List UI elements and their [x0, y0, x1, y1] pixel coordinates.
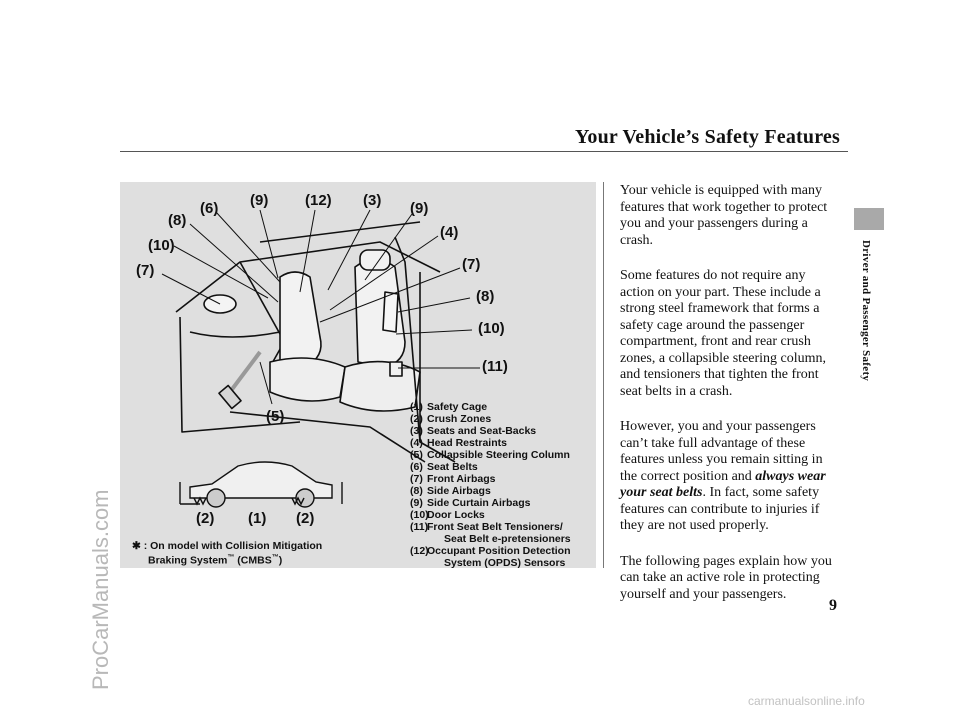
legend-item	[410, 473, 571, 485]
footnote	[132, 540, 322, 567]
legend-number	[410, 557, 444, 569]
callout-6: (6)	[200, 200, 219, 217]
paragraph-2: Some features do not require any action on your part. These include a strong steel framework that forms a safety cage around the passenger compartment, front and rear crush zones, a collapsible steering column, and tensioners that tighten the front seat belts in a crash.	[620, 268, 827, 399]
footnote-line-1: ✱ : On model with Collision Mitigation	[132, 540, 323, 552]
steering-column	[230, 352, 260, 392]
legend-label: System (OPDS) Sensors	[444, 557, 566, 569]
legend-number: (9)	[410, 497, 423, 509]
page-title: Your Vehicle’s Safety Features	[574, 126, 840, 148]
section-tab	[854, 208, 884, 230]
legend-item	[410, 545, 571, 557]
legend-item	[410, 533, 571, 545]
head-restraint	[360, 250, 390, 270]
callout-9-a: (9)	[250, 192, 269, 209]
legend-item	[410, 485, 571, 497]
legend-label: Crush Zones	[427, 413, 492, 425]
legend-item	[410, 521, 571, 533]
legend-number: (1)	[410, 401, 423, 413]
legend-label: Front Airbags	[427, 473, 496, 485]
legend-item	[410, 509, 571, 521]
legend-label: Side Airbags	[427, 485, 491, 497]
callout-1: (1)	[248, 510, 267, 527]
legend-label: Door Locks	[427, 509, 485, 521]
legend-label: Head Restraints	[427, 437, 507, 449]
watermark-carmanualsonline: carmanualsonline.info	[748, 694, 865, 708]
legend-label: Seats and Seat-Backs	[427, 425, 537, 437]
body-text	[620, 183, 840, 622]
paragraph-1: Your vehicle is equipped with many features that work together to protect you and your passengers during a crash.	[620, 183, 828, 248]
callout-7-b: (7)	[462, 256, 481, 273]
legend-number: (6)	[410, 461, 423, 473]
sedan-front-wheel	[207, 489, 225, 507]
seat-belt-tensioner	[390, 362, 402, 376]
paragraph-4: The following pages explain how you can take an active role in protecting yourself and your passengers.	[620, 553, 832, 602]
legend-label: Front Seat Belt Tensioners/	[427, 521, 563, 533]
watermark-procarmanuals: ProCarManuals.com	[88, 489, 113, 690]
legend-number: (4)	[410, 437, 423, 449]
legend-number: (11)	[410, 521, 429, 533]
callout-12: (12)	[305, 192, 332, 209]
legend-item	[410, 557, 571, 569]
callout-10-a: (10)	[148, 237, 175, 254]
legend-number: (7)	[410, 473, 423, 485]
emphasis-seat-belts: always wear your seat belts	[620, 468, 826, 500]
legend-item	[410, 437, 571, 449]
legend-item	[410, 449, 571, 461]
callout-10-b: (10)	[478, 320, 505, 337]
callout-2-a: (2)	[196, 510, 215, 527]
legend-item	[410, 497, 571, 509]
legend-number	[410, 533, 444, 545]
column-divider	[603, 182, 604, 568]
legend-item	[410, 401, 571, 413]
legend-label: Safety Cage	[427, 401, 488, 413]
legend-label: Seat Belts	[427, 461, 478, 473]
legend-number: (2)	[410, 413, 423, 425]
legend-item	[410, 461, 571, 473]
title-rule	[120, 151, 848, 152]
driver-seat	[280, 272, 321, 367]
legend-item	[410, 425, 571, 437]
legend-number: (10)	[410, 509, 429, 521]
callout-11: (11)	[482, 358, 508, 375]
legend-label: Collapsible Steering Column	[427, 449, 570, 461]
callout-8-a: (8)	[168, 212, 187, 229]
legend-number: (3)	[410, 425, 423, 437]
callout-8-b: (8)	[476, 288, 495, 305]
page-number: 9	[829, 597, 837, 614]
callout-9-b: (9)	[410, 200, 429, 217]
legend-item	[410, 413, 571, 425]
figure-legend	[410, 401, 571, 569]
legend-label: Side Curtain Airbags	[427, 497, 531, 509]
legend-number: (8)	[410, 485, 423, 497]
callout-4: (4)	[440, 224, 459, 241]
section-label: Driver and Passenger Safety	[860, 240, 872, 382]
callout-7-a: (7)	[136, 262, 155, 279]
legend-number: (5)	[410, 449, 423, 461]
side-airbag	[383, 292, 398, 332]
callout-5: (5)	[266, 408, 285, 425]
floor	[230, 412, 425, 462]
legend-label: Seat Belt e-pretensioners	[444, 533, 571, 545]
legend-number: (12)	[410, 545, 429, 557]
callout-3: (3)	[363, 192, 382, 209]
legend-label: Occupant Position Detection	[427, 545, 571, 557]
paragraph-3: However, you and your passengers can’t take full advantage of these features unless you remain sitting in the correct position and always wear your seat belts. In fact, some safety features can contribute to injuries if they are not used properly.	[620, 419, 826, 533]
footnote-line-2: Braking System™ (CMBS™)	[148, 554, 283, 567]
callout-2-b: (2)	[296, 510, 315, 527]
